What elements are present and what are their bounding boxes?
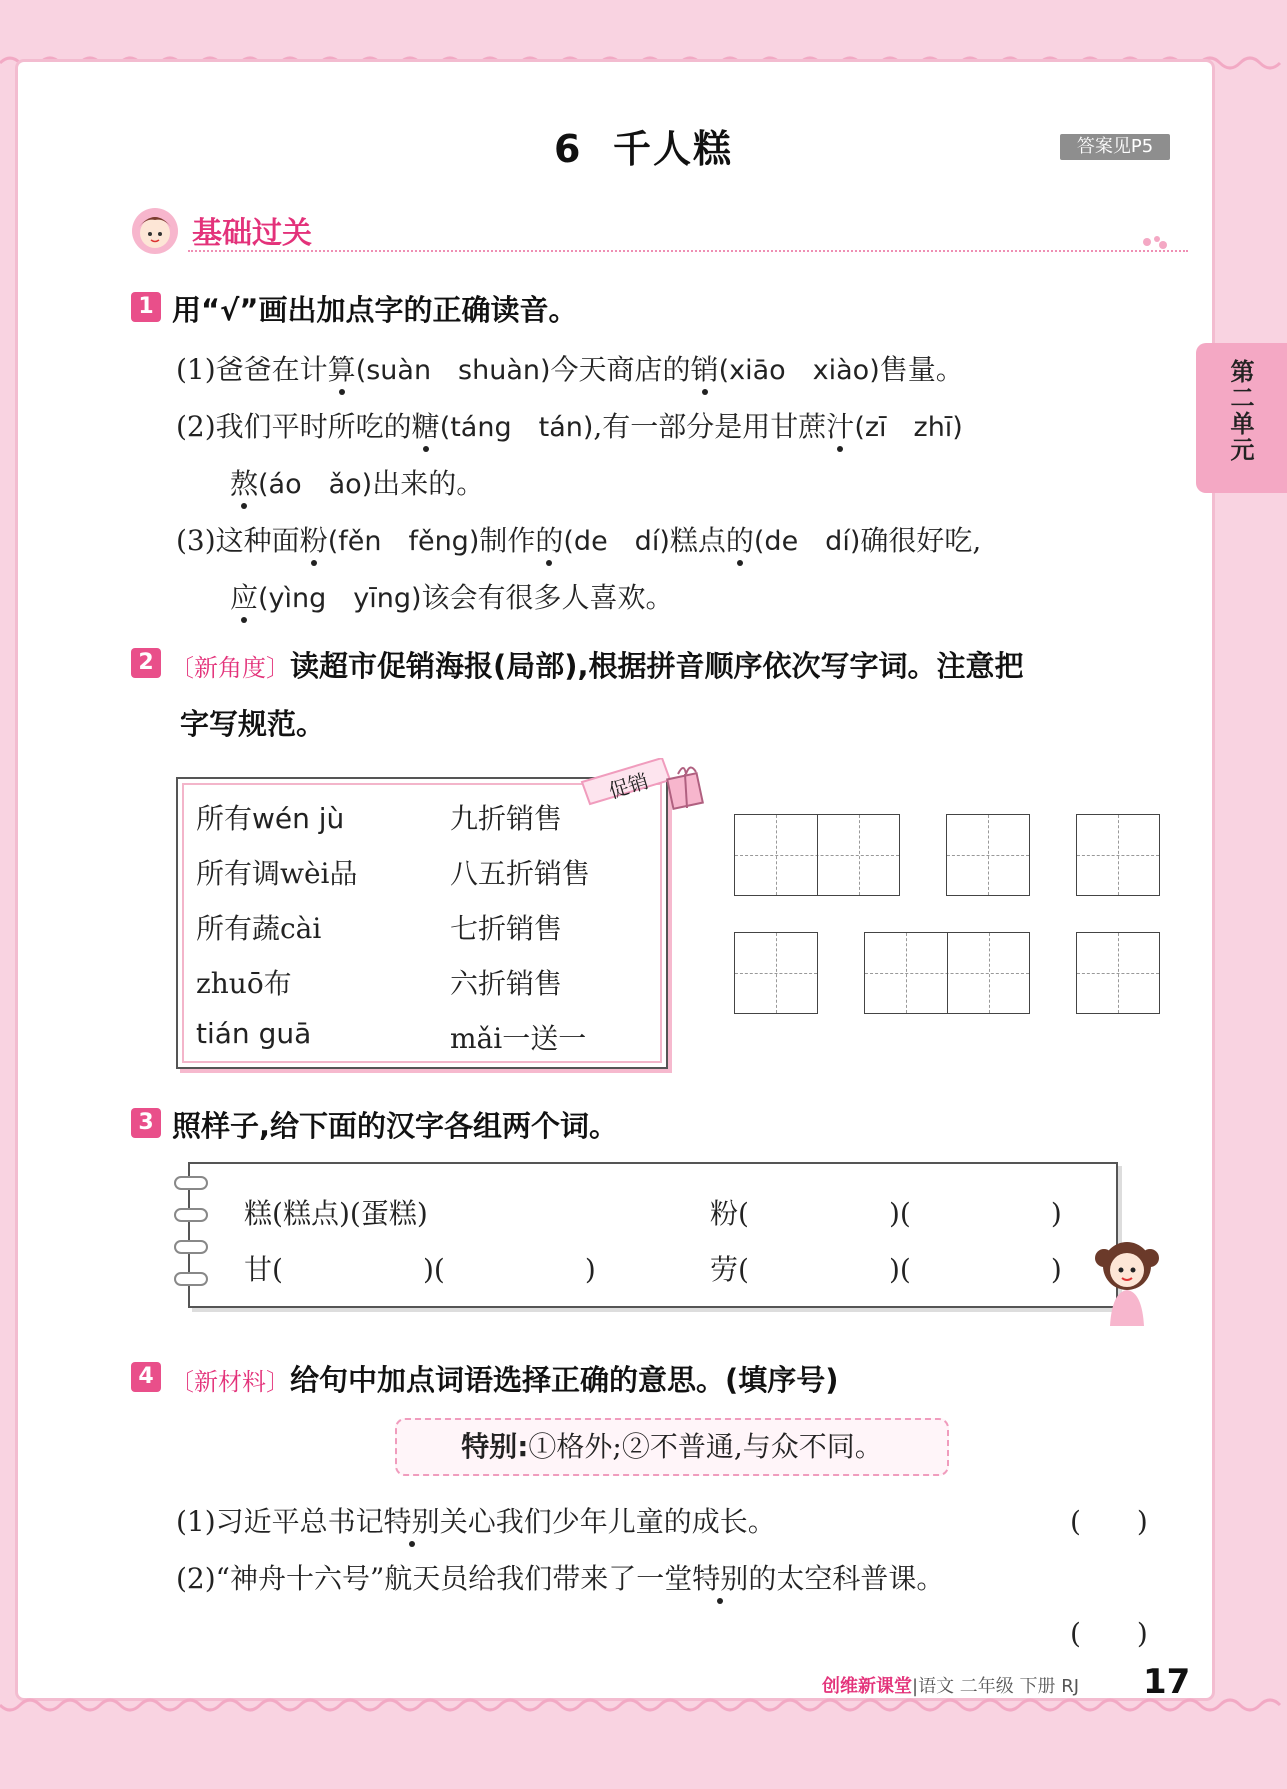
poster-left-item: zhuō布 (196, 967, 292, 1000)
q1-line-5: 应(yìng yīng)该会有很多人喜欢。 (230, 581, 674, 614)
poster-left-item: 所有调wèi品 (196, 857, 358, 890)
dotted-char: 的 (725, 524, 754, 557)
q4-sentence-2: (2)“神舟十六号”航天员给我们带来了一堂特别的太空科普课。 (176, 1562, 945, 1595)
writing-grid-2-char[interactable] (734, 814, 900, 896)
question-2-prompt-line-2: 字写规范。 (180, 707, 326, 741)
word-blank-row[interactable]: 劳( )( ) (710, 1253, 1062, 1286)
section-title: 基础过关 (192, 216, 312, 251)
poster-left-item: 所有wén jù (196, 802, 345, 835)
definition-label: 特别: (461, 1430, 529, 1463)
dotted-word: 特别 (692, 1562, 749, 1595)
example-word-row: 糕(糕点)(蛋糕) (244, 1197, 428, 1230)
section-header (128, 206, 1178, 256)
binder-ring-icon (174, 1240, 208, 1254)
unit-side-tab-label: 第二单元 (1226, 359, 1254, 463)
word-blank-row[interactable]: 甘( )( ) (244, 1253, 596, 1286)
question-4-number: 4 (131, 1362, 161, 1392)
dotted-char: 应 (230, 581, 259, 614)
lesson-number: 6 (554, 127, 583, 171)
writing-grid-1-char[interactable] (1076, 932, 1160, 1014)
poster-left-item: tián guā (196, 1017, 312, 1050)
dotted-char: 算 (327, 353, 356, 386)
dotted-char: 粉 (299, 524, 328, 557)
wavy-border-bottom (0, 1690, 1287, 1720)
writing-grid-1-char[interactable] (1076, 814, 1160, 896)
q1-line-2: (2)我们平时所吃的糖(táng tán),有一部分是用甘蔗汁(zī zhī) (176, 410, 963, 443)
promo-ribbon-label: 促销 (605, 768, 652, 804)
poster-right-item: 六折销售 (450, 967, 563, 1000)
definition-text: ①格外;②不普通,与众不同。 (528, 1430, 883, 1463)
footer-book-info: |语文 二年级 下册 RJ (912, 1676, 1080, 1697)
unit-side-tab (1196, 343, 1287, 493)
question-3-number: 3 (131, 1108, 161, 1138)
binder-ring-icon (174, 1208, 208, 1222)
answer-blank-1[interactable]: ( ) (1070, 1505, 1148, 1538)
poster-right-item: mǎi一送一 (450, 1022, 587, 1055)
dotted-char: 汁 (826, 410, 855, 443)
question-3-prompt: 照样子,给下面的汉字各组两个词。 (172, 1109, 619, 1143)
page-number: 17 (1143, 1662, 1191, 1702)
dotted-word: 特别 (383, 1505, 440, 1538)
question-4-prompt: 〔新材料〕给句中加点词语选择正确的意思。(填序号) (170, 1363, 839, 1397)
q4-sentence-1: (1)习近平总书记特别关心我们少年儿童的成长。 (176, 1505, 776, 1538)
decor-dots-icon (1142, 234, 1168, 250)
girl-illustration-icon (1092, 1236, 1162, 1328)
dotted-char: 销 (690, 353, 719, 386)
definition-box (395, 1418, 949, 1476)
question-2-prompt-line-1: 〔新角度〕读超市促销海报(局部),根据拼音顺序依次写字词。注意把 (170, 649, 1024, 683)
section-divider (188, 250, 1188, 252)
new-material-tag: 〔新材料〕 (170, 1368, 290, 1396)
poster-right-item: 七折销售 (450, 912, 563, 945)
writing-grid-2-char[interactable] (864, 932, 1030, 1014)
binder-ring-icon (174, 1272, 208, 1286)
dotted-char: 的 (535, 524, 564, 557)
footer-info (822, 1672, 1079, 1698)
writing-grid-1-char[interactable] (734, 932, 818, 1014)
word-blank-row[interactable]: 粉( )( ) (710, 1197, 1062, 1230)
footer-brand: 创维新课堂 (822, 1676, 912, 1697)
poster-right-item: 九折销售 (450, 802, 563, 835)
lesson-title-text: 千人糕 (612, 127, 733, 171)
poster-right-item: 八五折销售 (450, 857, 591, 890)
girl-avatar-icon (128, 206, 182, 256)
poster-left-item: 所有蔬cài (196, 912, 322, 945)
q1-line-4: (3)这种面粉(fěn fěng)制作的(de dí)糕点的(de dí)确很好吃, (176, 524, 982, 557)
answer-reference-badge: 答案见P5 (1060, 134, 1170, 160)
writing-grid-1-char[interactable] (946, 814, 1030, 896)
question-1-prompt: 用“√”画出加点字的正确读音。 (172, 293, 578, 327)
q1-line-3: 熬(áo ǎo)出来的。 (230, 467, 485, 500)
answer-blank-2[interactable]: ( ) (1070, 1617, 1148, 1650)
notebook-card (188, 1162, 1118, 1308)
question-2-number: 2 (131, 648, 161, 678)
binder-ring-icon (174, 1176, 208, 1190)
dotted-char: 糖 (411, 410, 440, 443)
new-angle-tag: 〔新角度〕 (170, 654, 290, 682)
q1-line-1: (1)爸爸在计算(suàn shuàn)今天商店的销(xiāo xiào)售量。 (176, 353, 964, 386)
dotted-char: 熬 (230, 467, 259, 500)
question-1-number: 1 (131, 292, 161, 322)
